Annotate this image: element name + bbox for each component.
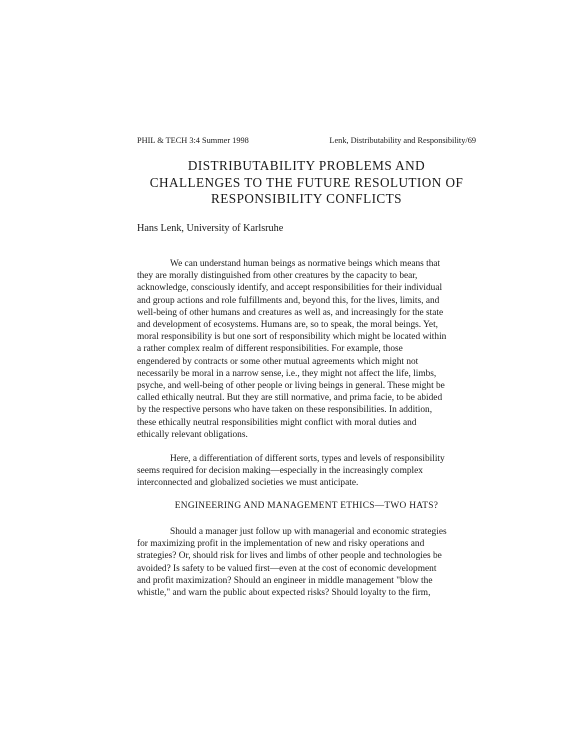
text-line: moral responsibility is but one sort of responsibility which might be located within	[137, 332, 447, 343]
text-line: these ethically neutral responsibilities might conflict with moral duties and	[137, 417, 417, 428]
text-line: a rather complex realm of different responsibilities. For example, those	[137, 344, 403, 355]
running-header	[137, 135, 476, 146]
text-line: by the respective persons who have taken on these responsibilities. In addition,	[137, 405, 433, 416]
text-line: and profit maximization? Should an engineer in middle management "blow the	[137, 575, 433, 586]
text-line: acknowledge, consciously identify, and accept responsibilities for their individual	[137, 283, 443, 294]
text-line: psyche, and well-being of other people or living beings in general. These might be	[137, 381, 445, 392]
header-article-info: Lenk, Distributability and Responsibility/69	[329, 136, 476, 145]
text-line: Here, a differentiation of different sorts, types and levels of responsibility	[170, 454, 445, 464]
text-line: necessarily be moral in a narrow sense, i.e., they might not affect the life, limbs,	[137, 368, 437, 379]
text-line: for maximizing profit in the implementation of new and risky operations and	[137, 539, 425, 550]
title-line: DISTRIBUTABILITY PROBLEMS AND	[187, 158, 426, 173]
text-line: avoided? Is safety to be valued first—even at the cost of economic development	[137, 563, 437, 574]
text-line: and development of ecosystems. Humans are, so to speak, the moral beings. Yet,	[137, 320, 439, 331]
title-line: CHALLENGES TO THE FUTURE RESOLUTION OF	[149, 174, 464, 190]
text-line: We can understand human beings as normative beings which means that	[170, 259, 441, 269]
paragraph-3	[137, 526, 476, 599]
text-line: ethically relevant obligations.	[137, 429, 248, 440]
article-title	[137, 158, 476, 208]
text-line: well-being of other humans and creatures as well as, and increasingly for the state	[137, 307, 444, 318]
text-line: called ethically neutral. But they are still normative, and prima facie, to be abided	[137, 393, 443, 404]
author-line: Hans Lenk, University of Karlsruhe	[137, 223, 284, 234]
text-line: whistle," and warn the public about expected risks? Should loyalty to the firm,	[137, 588, 431, 599]
section-heading: ENGINEERING AND MANAGEMENT ETHICS—TWO HATS?	[174, 501, 439, 511]
header-journal-info: PHIL & TECH 3:4 Summer 1998	[137, 136, 249, 145]
title-line: RESPONSIBILITY CONFLICTS	[211, 191, 402, 206]
text-line: they are morally distinguished from other creatures by the capacity to bear,	[137, 271, 418, 282]
text-line: strategies? Or, should risk for lives and limbs of other people and technologies be	[137, 551, 442, 562]
paragraph-1	[137, 258, 476, 441]
text-line: interconnected and globalized societies we must anticipate.	[137, 478, 359, 489]
text-line: engendered by contracts or some other mutual agreements which might not	[137, 356, 419, 367]
paragraph-2	[137, 453, 476, 490]
text-line: seems required for decision making—especially in the increasingly complex	[137, 466, 423, 477]
text-line: and group actions and role fulfillments and, beyond this, for the lives, limits, and	[137, 295, 440, 306]
text-line: Should a manager just follow up with managerial and economic strategies	[170, 527, 447, 537]
